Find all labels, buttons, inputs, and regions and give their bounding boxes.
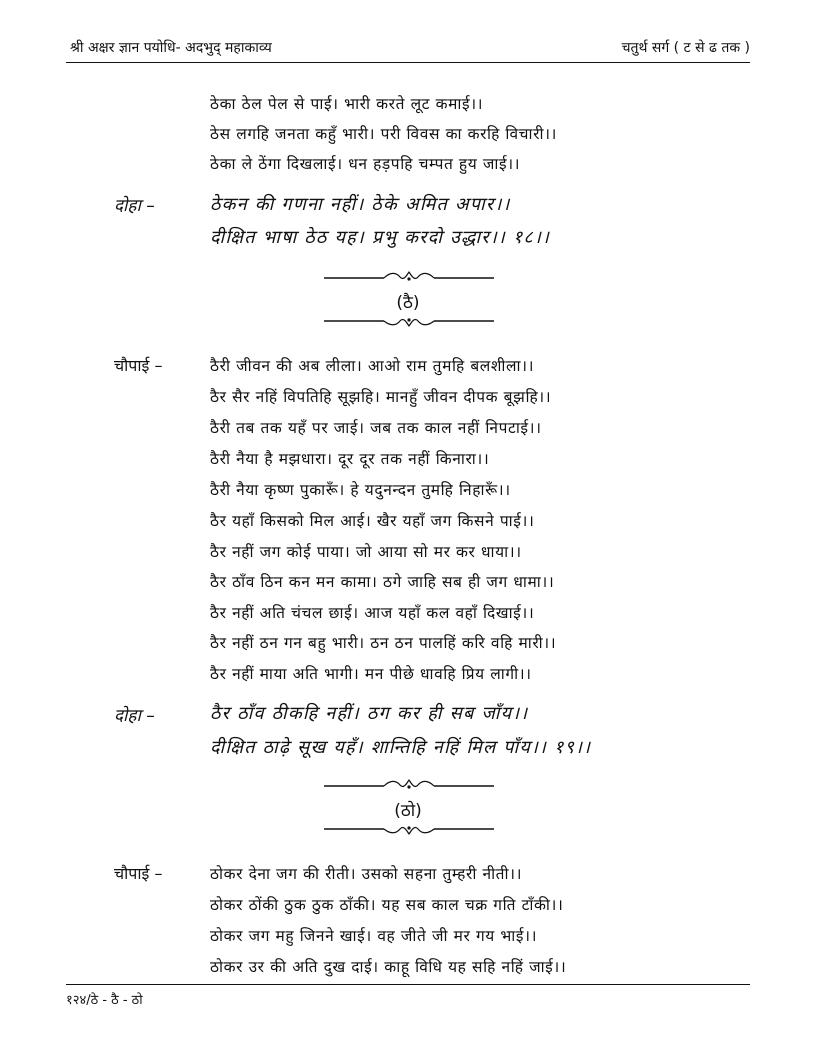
verse-line: ठैरी नैया है मझधारा। दूर दूर तक नहीं किनारा।।	[210, 450, 490, 468]
verse-line: ठेका ठेल पेल से पाई। भारी करते लूट कमाई।।	[210, 95, 484, 113]
verse-line: ठोकर जग महु जिनने खाई। वह जीते जी मर गय भाई।।	[210, 927, 538, 945]
verse-line: ठैरी जीवन की अब लीला। आओ राम तुमहि बलशीला।।	[210, 357, 535, 375]
verse-line: ठेस लगहि जनता कहुँ भारी। परी विवस का करहि विचारी।।	[210, 125, 558, 143]
verse-line: ठैरी नैया कृष्ण पुकारूँ। हे यदुनन्दन तुमहि निहारूँ।।	[210, 481, 511, 499]
verse-line: ठोकर उर की अति दुख दाई। काहू विधि यह सहि नहिं जाई।।	[210, 958, 567, 976]
doha-label: दोहा –	[114, 196, 155, 216]
verse-line: ठैर सैर नहिं विपतिहि सूझहि। मानहुँ जीवन दीपक बूझहि।।	[210, 388, 552, 406]
verse-line: ठैर ठाँव ठिन कन मन कामा। ठगे जाहि सब ही जग धामा।।	[210, 573, 555, 591]
doha-line: ठेकन की गणना नहीं। ठेके अमित अपार।।	[210, 194, 511, 215]
verse-line: ठोकर ठोंकी ठुक ठुक ठाँकी। यह सब काल चक्र गति टाँकी।।	[210, 896, 564, 914]
verse-line: ठैर यहाँ किसको मिल आई। खैर यहाँ जग किसने पाई।।	[210, 512, 535, 530]
ornament-divider-bottom	[324, 822, 494, 836]
chaupai-label: चौपाई –	[114, 864, 163, 883]
verse-line: ठैर नहीं जग कोई पाया। जो आया सो मर कर धाया।।	[210, 543, 522, 561]
verse-line: ठेका ले ठेंगा दिखलाई। धन हड़पहि चम्पत हुय जाई।।	[210, 155, 521, 173]
running-header-chapter: चतुर्थ सर्ग ( ट से ढ तक )	[621, 40, 750, 56]
chaupai-label: चौपाई –	[114, 356, 163, 375]
verse-line: ठैर नहीं माया अति भागी। मन पीछे धावहि प्रिय लागी।।	[210, 665, 532, 683]
doha-label: दोहा –	[114, 706, 155, 726]
section-heading: (ठो)	[394, 801, 422, 821]
verse-line: ठैरी तब तक यहँ पर जाई। जब तक काल नहीं निपटाई।।	[210, 419, 542, 437]
verse-line: ठोकर देना जग की रीती। उसको सहना तुम्हरी नीती।।	[210, 865, 523, 883]
doha-line: ठैर ठाँव ठीकहि नहीं। ठग कर ही सब जाँय।।	[210, 703, 529, 724]
header-divider	[66, 62, 750, 63]
verse-line: ठैर नहीं ठन गन बहु भारी। ठन ठन पालहिं करि वहि मारी।।	[210, 634, 557, 652]
ornament-divider-bottom	[324, 314, 494, 328]
ornament-divider-top	[324, 778, 494, 792]
doha-line: दीक्षित भाषा ठेठ यह। प्रभु करदो उद्धार।। १८।।	[210, 227, 550, 248]
page-number: १२४/ठे - ठै - ठो	[66, 993, 143, 1008]
verse-line: ठैर नहीं अति चंचल छाई। आज यहाँ कल वहाँ दिखाई।।	[210, 604, 535, 622]
running-header-title: श्री अक्षर ज्ञान पयोधि- अदभुद् महाकाव्य	[70, 40, 272, 56]
doha-line: दीक्षित ठाढ़े सूख यहँ। शान्तिहि नहिं मिल पाँय।। १९।।	[210, 737, 592, 758]
footer-divider	[66, 984, 750, 985]
ornament-divider-top	[324, 270, 494, 284]
section-heading: (ठै)	[396, 293, 420, 313]
